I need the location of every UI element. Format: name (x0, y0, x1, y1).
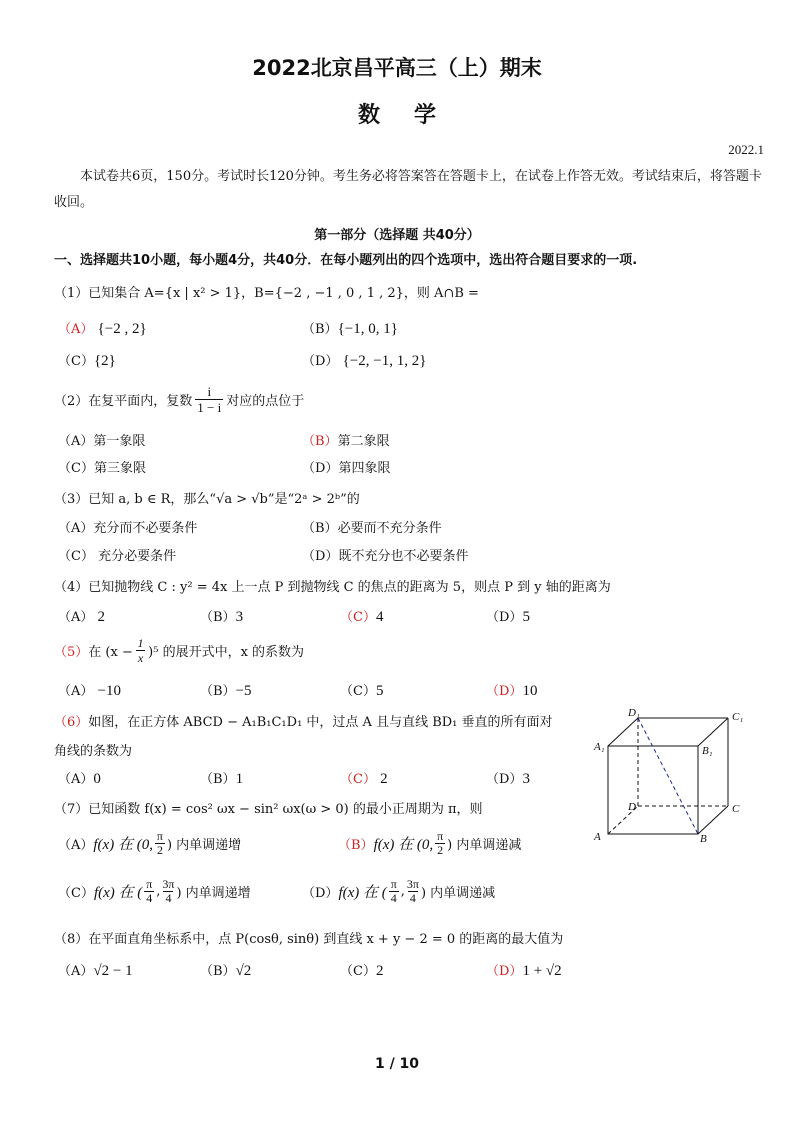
question-stem: 如图，在正方体 ABCD − A₁B₁C₁D₁ 中，过点 A 且与直线 BD₁ 垂直的所有面对 (88, 715, 553, 730)
option-label: （C） (58, 461, 94, 476)
fraction-denominator: 1 − i (197, 400, 222, 415)
option-text: 充分而不必要条件 (93, 521, 198, 536)
intro-text: 本试卷共6页，150分。考试时长120分钟。考生务必将答案答在答题卡上，在试卷上作答无效。考试结束后，将答题卡收回。 (54, 169, 762, 210)
question-8 (54, 928, 563, 947)
question-number: （3） (54, 492, 89, 507)
question-stem: 已知集合 A={x | x² > 1}，B={−2 , −1 , 0 , 1 , 2}，则 A∩B = (88, 286, 479, 301)
cube-edge-bc (698, 806, 728, 834)
question-stem: 已知函数 f(x) = cos² ωx − sin² ωx(ω > 0) 的最小正周期为 π，则 (88, 802, 483, 817)
q6-option-a[interactable] (58, 768, 101, 788)
q7-option-b[interactable] (338, 830, 521, 857)
cube-figure (590, 706, 750, 846)
option-label: （B） (200, 772, 236, 787)
fraction: π 2 (437, 829, 444, 857)
option-text: 第一象限 (93, 434, 146, 449)
label-c1: C₁ (732, 711, 744, 723)
q4-option-d[interactable] (486, 606, 530, 626)
label-b1: B₁ (702, 745, 713, 757)
q1-option-c[interactable] (58, 350, 116, 370)
q2-option-d[interactable] (302, 457, 390, 476)
q5-option-c[interactable] (340, 680, 383, 700)
exam-date: 2022.1 (728, 142, 764, 157)
option-label: （D） (302, 549, 339, 564)
question-7 (54, 798, 483, 817)
question-number: （6） (54, 715, 89, 730)
option-label: （D） (302, 461, 339, 476)
q5-option-b[interactable] (200, 680, 252, 700)
q2-option-b[interactable] (302, 430, 390, 449)
option-label: （D） (302, 354, 339, 369)
option-label: （D） (486, 610, 523, 625)
option-label: （B） (200, 684, 236, 699)
option-text: 1 + √2 (522, 963, 562, 979)
q1-option-d[interactable] (302, 350, 426, 370)
option-label: （A） (58, 684, 94, 699)
cube-diagonal-bd1 (638, 718, 698, 834)
option-label: （D） (302, 886, 339, 901)
q5-option-d[interactable] (486, 680, 537, 700)
fraction: 3π 4 (406, 877, 419, 905)
fraction (195, 384, 223, 415)
question-6 (54, 711, 553, 730)
option-text: √2 − 1 (93, 963, 133, 979)
question-6-cont: 角线的条数为 (54, 744, 133, 759)
option-label: （B） (338, 838, 374, 853)
q1-option-b[interactable] (302, 318, 398, 338)
fraction: π 4 (146, 877, 153, 905)
option-label: （D） (486, 684, 523, 699)
fraction: π 2 (156, 829, 163, 857)
option-text: −5 (235, 683, 252, 699)
q4-option-a[interactable] (58, 606, 105, 626)
option-text: ) 内单调递增 (166, 838, 242, 853)
option-label: （A） (58, 521, 94, 536)
option-text: 第四象限 (338, 461, 391, 476)
option-label: （C） (58, 549, 94, 564)
q2-option-a[interactable] (58, 430, 145, 449)
q1-option-a[interactable] (58, 318, 147, 338)
fraction (136, 636, 145, 665)
part-title: 第一部分（选择题 共40分） (314, 228, 480, 243)
q6-option-c[interactable] (340, 768, 388, 788)
q7-option-a[interactable] (58, 830, 241, 857)
question-5 (54, 636, 304, 665)
option-label: （B） (302, 322, 338, 337)
option-text: √2 (235, 963, 252, 979)
label-c: C (732, 803, 740, 815)
q7-option-c[interactable]: （C） f(x) 在 ( π 4 , 3π 4 ) 内单调递增 (58, 877, 251, 905)
question-number: （8） (54, 932, 89, 947)
q8-option-c[interactable] (340, 960, 383, 980)
question-stem: )⁵ 的展开式中，x 的系数为 (148, 645, 305, 660)
label-b: B (700, 833, 707, 845)
option-label: （A） (58, 772, 94, 787)
question-number: （7） (54, 802, 89, 817)
option-label: （B） (200, 610, 236, 625)
q5-option-a[interactable] (58, 680, 121, 700)
question-stem: 在 (x − (88, 645, 133, 660)
option-label: （C） (340, 610, 376, 625)
q8-option-d[interactable] (486, 960, 562, 980)
option-text: {−1, 0, 1} (337, 321, 398, 337)
question-4 (54, 576, 611, 595)
q4-option-b[interactable] (200, 606, 243, 626)
option-text: f(x) 在 ( (93, 885, 143, 901)
q2-option-c[interactable] (58, 457, 146, 476)
cube-edge-a1d1 (608, 718, 638, 746)
option-text: 1 (235, 771, 244, 787)
cube-front-face (608, 746, 698, 834)
option-text: 3 (235, 609, 244, 625)
option-text: −10 (97, 683, 121, 699)
option-label: （C） (340, 772, 376, 787)
q3-option-a[interactable] (58, 517, 197, 536)
option-text: 2 (375, 963, 384, 979)
option-text: f(x) 在 ( (338, 885, 387, 901)
option-text: 既不充分也不必要条件 (338, 549, 469, 564)
cube-edge-b1c1 (698, 718, 728, 746)
option-text: {2} (93, 353, 116, 369)
question-stem: 已知 a, b ∈ R，那么“√a > √b”是“2ᵃ > 2ᵇ”的 (88, 492, 360, 507)
option-text: ) 内单调递减 (447, 838, 522, 853)
label-d1: D₁ (628, 707, 640, 719)
option-text: 5 (375, 683, 384, 699)
option-text: 4 (375, 609, 384, 625)
option-text: {−2 , 2} (97, 321, 147, 337)
option-label: （D） (486, 772, 523, 787)
option-label: （A） (58, 322, 94, 337)
q3-option-b[interactable] (302, 517, 442, 536)
option-text: 0 (93, 771, 101, 787)
q6-option-d[interactable] (486, 768, 530, 788)
question-number: （2） (54, 394, 89, 409)
exam-title: 2022北京昌平高三（上）期末 (252, 56, 542, 80)
section-title: 一、选择题共10小题，每小题4分，共40分．在每小题列出的四个选项中，选出符合题目要求的一项. (54, 253, 638, 268)
question-3 (54, 488, 360, 507)
option-text: f(x) 在 (0, (93, 837, 153, 853)
option-text: f(x) 在 (0, (373, 837, 434, 853)
option-text: 2 (380, 771, 388, 787)
option-text: 第二象限 (337, 434, 390, 449)
fraction-denominator: x (137, 651, 144, 665)
q4-option-c[interactable] (340, 606, 383, 626)
option-text: ) 内单调递增 (176, 886, 251, 901)
option-label: （A） (58, 610, 94, 625)
label-a: A (594, 831, 601, 843)
option-label: （C） (340, 964, 376, 979)
q7-option-d[interactable]: （D） f(x) 在 ( π 4 , 3π 4 ) 内单调递减 (302, 877, 496, 905)
option-text: 充分必要条件 (93, 549, 177, 564)
q3-option-d[interactable] (302, 545, 468, 564)
option-text: {−2, −1, 1, 2} (342, 353, 427, 369)
subject-title: 数学 (357, 103, 470, 128)
question-number: （1） (54, 286, 89, 301)
option-text: 5 (522, 609, 530, 625)
option-text: 3 (522, 771, 530, 787)
option-label: （A） (58, 838, 94, 853)
q6-option-b[interactable] (200, 768, 243, 788)
option-text: 第三象限 (93, 461, 146, 476)
option-label: （B） (302, 521, 338, 536)
option-label: （D） (486, 964, 523, 979)
option-label: （C） (340, 684, 376, 699)
question-2 (54, 384, 304, 415)
fraction-numerator: 1 (137, 636, 144, 650)
page-number: 1 / 10 (374, 1056, 420, 1072)
fraction-numerator: i (207, 384, 212, 399)
option-label: （A） (58, 964, 94, 979)
question-stem: 对应的点位于 (226, 394, 305, 409)
option-text: 2 (97, 609, 106, 625)
option-label: （A） (58, 434, 94, 449)
question-stem: 在复平面内，复数 (88, 394, 193, 409)
q3-option-c[interactable] (58, 545, 176, 564)
option-text: 必要而不充分条件 (337, 521, 442, 536)
label-a1: A₁ (594, 741, 605, 753)
question-stem: 已知抛物线 C : y² = 4x 上一点 P 到抛物线 C 的焦点的距离为 5，则点 P 到 y 轴的距离为 (88, 580, 611, 595)
question-number: （5） (54, 645, 89, 660)
option-label: （B） (200, 964, 236, 979)
option-label: （C） (58, 886, 94, 901)
q8-option-b[interactable] (200, 960, 251, 980)
option-text: 10 (522, 683, 538, 699)
option-label: （B） (302, 434, 338, 449)
option-text: ) 内单调递减 (420, 886, 496, 901)
question-stem: 在平面直角坐标系中，点 P(cosθ, sinθ) 到直线 x + y − 2 = 0 的距离的最大值为 (88, 932, 564, 947)
question-number: （4） (54, 580, 89, 595)
label-d: D (628, 801, 636, 813)
fraction: 3π 4 (162, 877, 175, 905)
question-1 (54, 282, 479, 301)
option-label: （C） (58, 354, 94, 369)
q8-option-a[interactable] (58, 960, 133, 980)
fraction: π 4 (390, 877, 397, 905)
